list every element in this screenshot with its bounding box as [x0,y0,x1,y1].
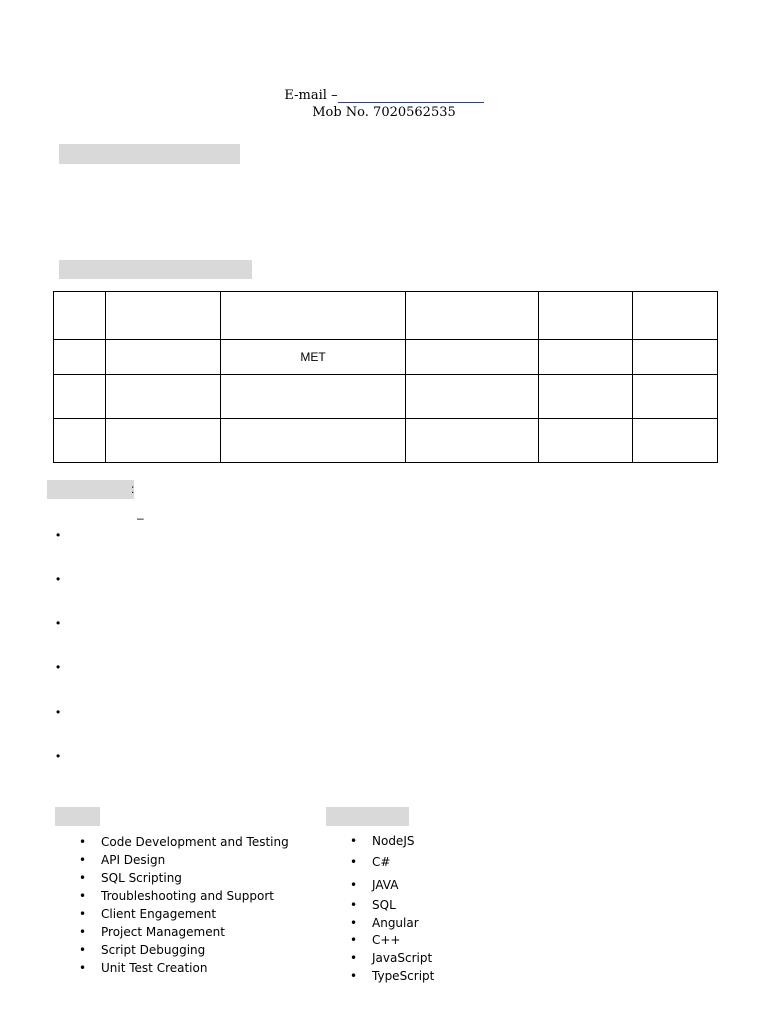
table-cell [106,375,221,419]
experience-bullet: • [56,749,61,763]
list-item: • Code Development and Testing [79,833,289,851]
list-item: • Project Management [79,923,289,941]
table-cell [54,375,106,419]
section-heading-skills [55,807,100,826]
education-table [53,291,718,463]
table-cell [539,375,633,419]
table-row [54,375,718,419]
list-item: • C# [350,853,434,876]
section-heading-objective [59,144,240,164]
section-heading-technologies [326,807,409,826]
email-link[interactable] [338,88,484,103]
list-item: • Unit Test Creation [79,959,289,977]
experience-bullet: • [56,616,61,630]
experience-dash: – [137,511,144,525]
table-cell [106,340,221,375]
experience-bullet: • [56,660,61,674]
table-cell [406,419,539,463]
list-item: • Troubleshooting and Support [79,887,289,905]
table-cell [106,292,221,340]
list-item: • JavaScript [350,949,434,967]
table-cell [633,340,718,375]
table-row [54,419,718,463]
email-row [0,88,768,103]
email-label: E-mail – [284,88,338,103]
table-cell [633,419,718,463]
list-item: • API Design [79,851,289,869]
table-cell [221,375,406,419]
list-item: • NodeJS [350,832,434,853]
table-cell [54,419,106,463]
table-cell: MET [221,340,406,375]
mobile-number: Mob No. 7020562535 [312,105,456,120]
table-cell [106,419,221,463]
table-row [54,340,718,375]
table-cell [539,292,633,340]
table-cell [633,375,718,419]
list-item: • TypeScript [350,967,434,985]
list-item: • Angular [350,914,434,932]
table-cell [406,375,539,419]
table-cell [539,340,633,375]
table-cell [406,340,539,375]
table-cell [221,419,406,463]
list-item: • Client Engagement [79,905,289,923]
table-cell [406,292,539,340]
list-item: • Script Debugging [79,941,289,959]
table-row [54,292,718,340]
list-item: • SQL [350,896,434,914]
list-item: • SQL Scripting [79,869,289,887]
section-heading-experience [47,480,134,499]
table-cell [539,419,633,463]
table-cell [54,340,106,375]
experience-heading-colon: : [131,482,135,496]
experience-bullet: • [56,572,61,586]
list-item: • C++ [350,932,434,949]
table-cell [633,292,718,340]
list-item: • JAVA [350,876,434,896]
skills-list [79,833,289,977]
table-cell [221,292,406,340]
experience-bullet: • [56,528,61,542]
section-heading-education [59,260,252,279]
technologies-list [350,832,434,985]
experience-bullet: • [56,705,61,719]
table-cell [54,292,106,340]
